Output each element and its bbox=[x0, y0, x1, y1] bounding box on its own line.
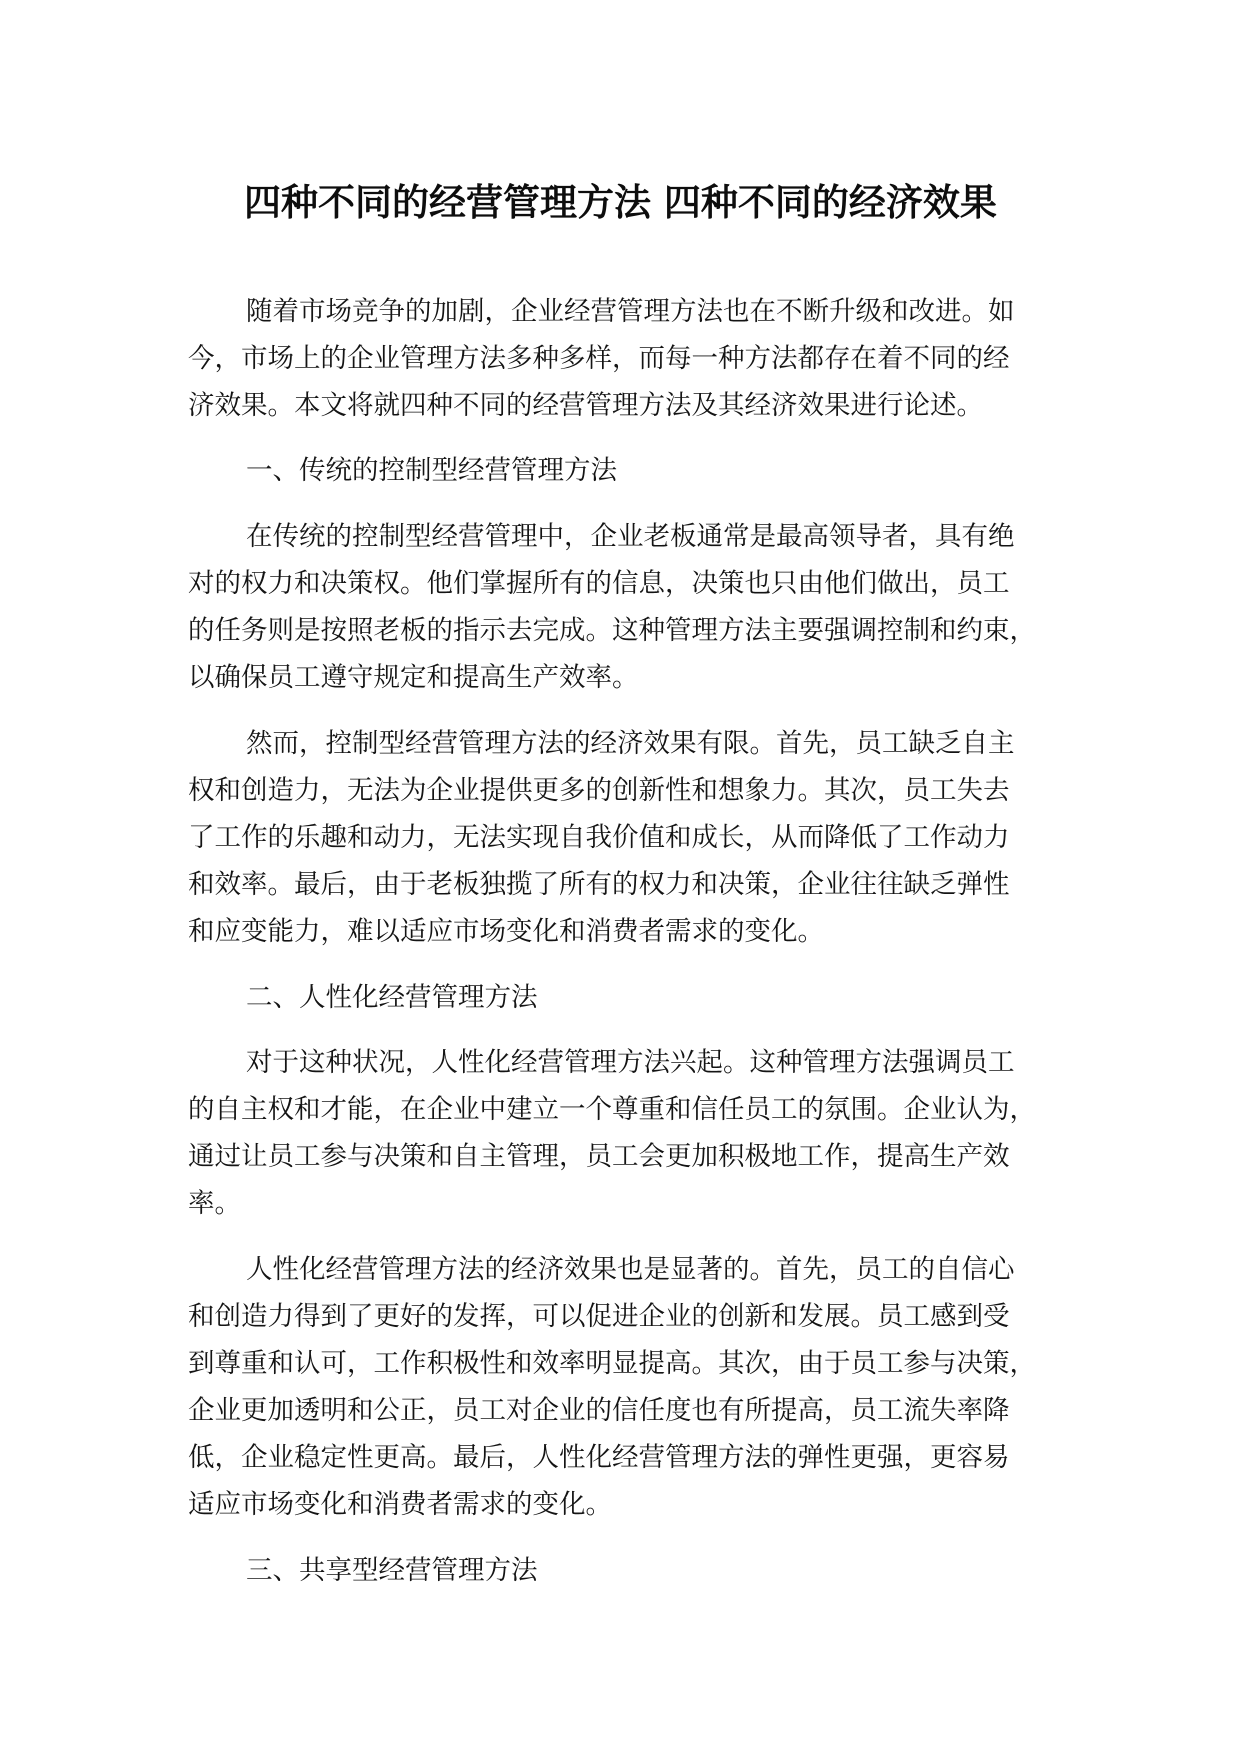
paragraph-line: 对于这种状况，人性化经营管理方法兴起。这种管理方法强调员工 bbox=[246, 1047, 1015, 1078]
paragraph-line: 今，市场上的企业管理方法多种多样，而每一种方法都存在着不同的经 bbox=[188, 343, 1010, 374]
paragraph-line: 权和创造力，无法为企业提供更多的创新性和想象力。其次，员工失去 bbox=[188, 775, 1010, 806]
paragraph-line: 对的权力和决策权。他们掌握所有的信息，决策也只由他们做出，员工 bbox=[188, 568, 1010, 599]
paragraph-line: 适应市场变化和消费者需求的变化。 bbox=[188, 1489, 612, 1520]
paragraph-line: 企业更加透明和公正，员工对企业的信任度也有所提高，员工流失率降 bbox=[188, 1395, 1010, 1426]
paragraph-line: 在传统的控制型经营管理中，企业老板通常是最高领导者，具有绝 bbox=[246, 521, 1015, 552]
paragraph-line: 的任务则是按照老板的指示去完成。这种管理方法主要强调控制和约束， bbox=[188, 615, 1036, 646]
paragraph-line: 随着市场竞争的加剧，企业经营管理方法也在不断升级和改进。如 bbox=[246, 296, 1015, 327]
section-heading: 二、人性化经营管理方法 bbox=[246, 982, 538, 1013]
paragraph-line: 和创造力得到了更好的发挥，可以促进企业的创新和发展。员工感到受 bbox=[188, 1301, 1010, 1332]
paragraph-line: 了工作的乐趣和动力，无法实现自我价值和成长，从而降低了工作动力 bbox=[188, 822, 1010, 853]
paragraph-line: 济效果。本文将就四种不同的经营管理方法及其经济效果进行论述。 bbox=[188, 390, 983, 421]
paragraph-line: 低，企业稳定性更高。最后，人性化经营管理方法的弹性更强，更容易 bbox=[188, 1442, 1010, 1473]
document-title: 四种不同的经营管理方法 四种不同的经济效果 bbox=[244, 181, 997, 224]
paragraph-line: 人性化经营管理方法的经济效果也是显著的。首先，员工的自信心 bbox=[246, 1254, 1015, 1285]
paragraph-line: 率。 bbox=[188, 1188, 241, 1219]
paragraph-line: 通过让员工参与决策和自主管理，员工会更加积极地工作，提高生产效 bbox=[188, 1141, 1010, 1172]
section-heading: 三、共享型经营管理方法 bbox=[246, 1555, 538, 1586]
paragraph-line: 然而，控制型经营管理方法的经济效果有限。首先，员工缺乏自主 bbox=[246, 728, 1015, 759]
paragraph-line: 和应变能力，难以适应市场变化和消费者需求的变化。 bbox=[188, 916, 824, 947]
paragraph-line: 以确保员工遵守规定和提高生产效率。 bbox=[188, 662, 639, 693]
paragraph-line: 和效率。最后，由于老板独揽了所有的权力和决策，企业往往缺乏弹性 bbox=[188, 869, 1010, 900]
section-heading: 一、传统的控制型经营管理方法 bbox=[246, 455, 617, 486]
paragraph-line: 到尊重和认可，工作积极性和效率明显提高。其次，由于员工参与决策， bbox=[188, 1348, 1036, 1379]
paragraph-line: 的自主权和才能，在企业中建立一个尊重和信任员工的氛围。企业认为， bbox=[188, 1094, 1036, 1125]
